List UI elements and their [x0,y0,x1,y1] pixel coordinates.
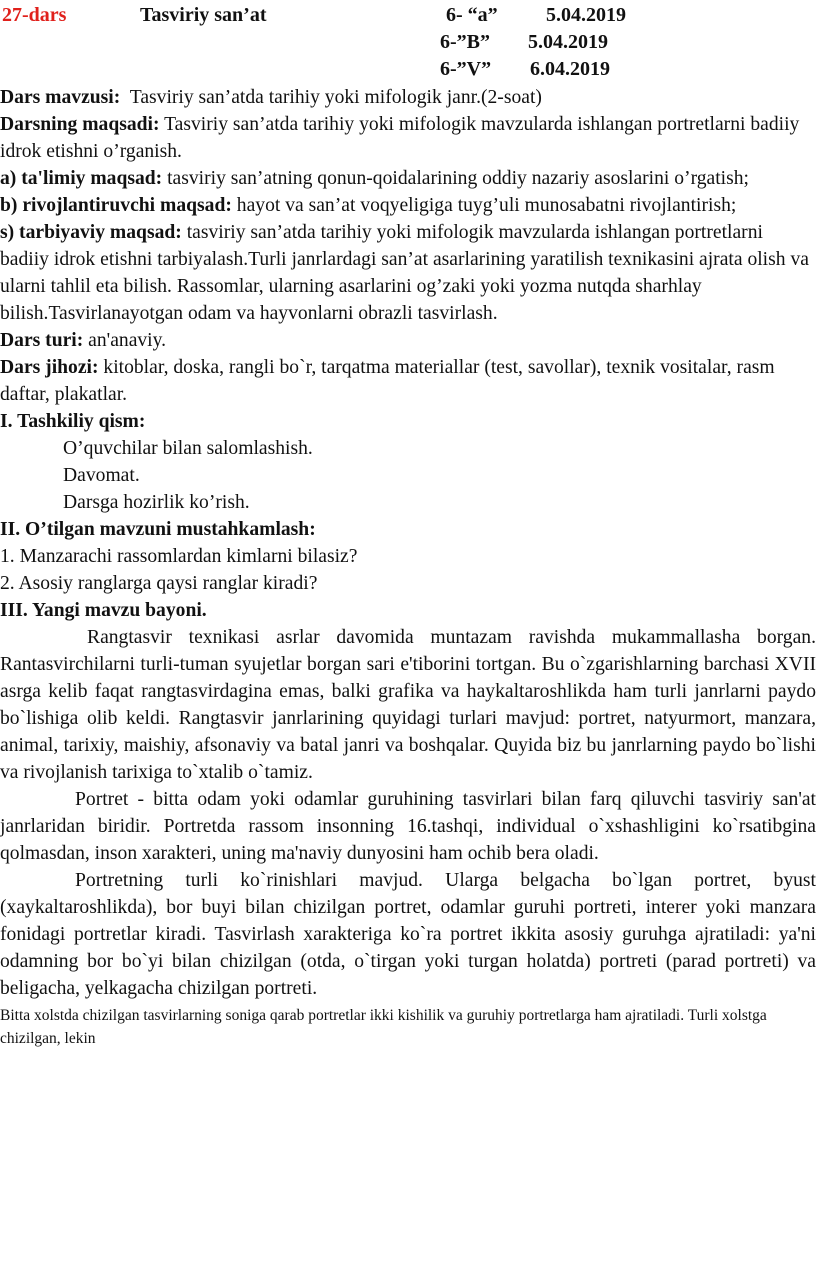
equipment-text: kitoblar, doska, rangli bo`r, tarqatma materiallar (test, savollar), texnik vositalar, rasm daftar, plakatlar. [0,357,775,405]
review-question: 2. Asosiy ranglarga qaysi ranglar kiradi? [0,573,318,594]
developmental-goal [0,192,816,219]
developmental-goal-label: b) rivojlantiruvchi maqsad: [0,195,232,216]
review-question: 1. Manzarachi rassomlardan kimlarni bilasiz? [0,546,358,567]
goal-line [0,111,816,165]
class-date: 5.04.2019 [528,31,608,53]
section-organizational-title: I. Tashkiliy qism: [0,411,146,432]
upbringing-goal [0,219,816,327]
upbringing-goal-text: tasviriy san’atda tarihiy yoki mifologik mavzularda ishlangan portretlarni badiiy idrok etishni tarbiyalash.Turli janrlardagi san’at asarlarining yaratilish texnikasini ajrata olish va ularni tahlil eta bilish. Rassomlar, ularning asarlarini og’zaki yoki yozma nutqda sharhlay bilish.Tasvirlanayotgan odam va hayvonlarni obrazli tasvirlash. [0,222,809,324]
lesson-type-label: Dars turi: [0,330,84,351]
subject-title: Tasviriy san’at [140,4,267,26]
topic-label: Dars mavzusi: [0,87,121,108]
class-label: 6- “a” [446,4,498,26]
body-paragraph: Rangtasvir texnikasi asrlar davomida muntazam ravishda mukammallasha borgan. Rantasvirchilarni turli-tuman syujetlar borgan sari e'tiborini tortgan. Bu o`zgarishlarning barchasi XVII asrga kelib faqat rangtasvirdagina emas, balki grafika va haykaltaroshlikda ham turli janrlarni paydo bo`lishiga olib keldi. Rangtasvir janrlarining quyidagi turlari mavjud: portret, natyurmort, manzara, animal, tarixiy, maishiy, afsonaviy va batal janri va boshqalar. Quyida biz bu janrlarning paydo bo`lishi va rivojlanish tarixiga to`xtalib o`tamiz. [0,627,816,783]
lesson-number: 27-dars [2,4,67,26]
section-new-topic-title: III. Yangi mavzu bayoni. [0,600,207,621]
lesson-type [0,327,816,354]
goal-text: Tasviriy san’atda tarihiy yoki mifologik mavzularda ishlangan portretlarni badiiy idrok etishni o’rganish. [0,114,800,162]
upbringing-goal-label: s) tarbiyaviy maqsad: [0,222,182,243]
body-paragraph: Portret - bitta odam yoki odamlar guruhining tasvirlari bilan farq qiluvchi tasviriy san'at janrlaridan biridir. Portretda rassom insonning 16.tashqi, individual o`xshashligini ko`rsatibgina qolmasdan, inson xarakteri, uning ma'naviy dunyosini ham ochib bera oladi. [0,789,816,864]
body-paragraph: Portretning turli ko`rinishlari mavjud. Ularga belgacha bo`lgan portret, byust (xaykaltaroshlikda), bor buyi bilan chizilgan portret, odamlar guruhi portreti, interer yoki manzara fonidagi portretlar kiradi. Tasvirlash xarakteriga ko`ra portret ikkita asosiy guruhga ajratiladi: ya'ni odamning bor bo`yi bilan chizilgan (otda, o`tirgan yoki turgan holatda) portreti (parad portreti) va beligacha, yelkagacha chizilgan portreti. [0,870,816,999]
topic-text: Tasviriy san’atda tarihiy yoki mifologik janr.(2-soat) [129,87,542,108]
topic-line [0,84,816,111]
educational-goal-text: tasviriy san’atning qonun-qoidalarining oddiy nazariy asoslarini o’rgatish; [167,168,749,189]
section-review-title: II. O’tilgan mavzuni mustahkamlash: [0,519,316,540]
equipment-label: Dars jihozi: [0,357,99,378]
lesson-header [0,0,816,84]
lesson-equipment [0,354,816,408]
small-print-paragraph: Bitta xolstda chizilgan tasvirlarning soniga qarab portretlar ikki kishilik va guruhiy portretlarga ham ajratiladi. Turli xolstga chizilgan, lekin [0,1007,767,1047]
educational-goal [0,165,816,192]
class-label: 6-”B” [440,31,490,53]
lesson-plan-body [0,84,816,1050]
class-date: 6.04.2019 [530,58,610,80]
class-label: 6-”V” [440,58,492,80]
lesson-type-text: an'anaviy. [88,330,167,351]
goal-label: Darsning maqsadi: [0,114,160,135]
organizational-item: Davomat. [63,465,140,486]
class-date: 5.04.2019 [546,4,626,26]
educational-goal-label: a) ta'limiy maqsad: [0,168,163,189]
developmental-goal-text: hayot va san’at voqyeligiga tuyg’uli munosabatni rivojlantirish; [236,195,737,216]
organizational-item: Darsga hozirlik ko’rish. [63,492,250,513]
organizational-item: O’quvchilar bilan salomlashish. [63,438,313,459]
